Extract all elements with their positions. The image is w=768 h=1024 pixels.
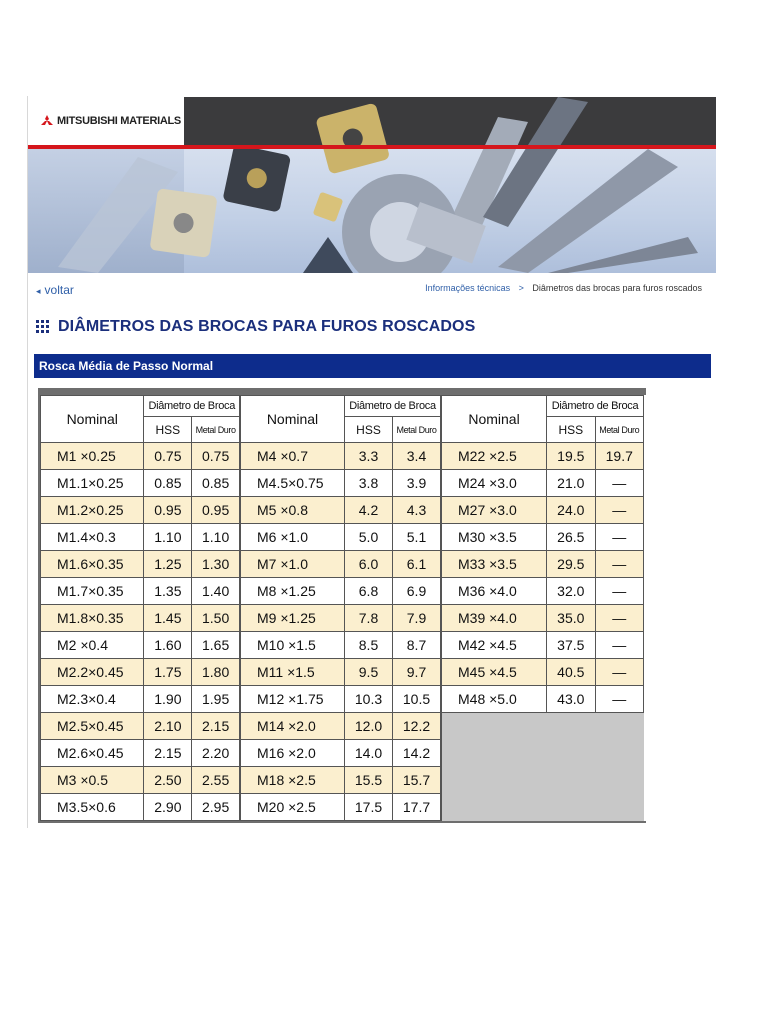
- cell-nominal: M1 ×0.25: [41, 443, 144, 470]
- grid-bullet-icon: [36, 320, 50, 334]
- cell-hss: 10.3: [345, 686, 393, 713]
- table-row: [41, 470, 240, 497]
- cell-nominal: M39 ×4.0: [442, 605, 547, 632]
- cell-hss: 37.5: [547, 632, 595, 659]
- table-row: [442, 551, 644, 578]
- cell-metal-duro: 2.20: [192, 740, 240, 767]
- cell-nominal: M4.5×0.75: [241, 470, 345, 497]
- table-row: [241, 605, 441, 632]
- cell-hss: 12.0: [345, 713, 393, 740]
- cell-nominal: M9 ×1.25: [241, 605, 345, 632]
- cell-metal-duro: 7.9: [393, 605, 441, 632]
- table-row: [442, 578, 644, 605]
- cell-nominal: M18 ×2.5: [241, 767, 345, 794]
- cell-nominal: M12 ×1.75: [241, 686, 345, 713]
- cell-metal-duro: 1.30: [192, 551, 240, 578]
- cell-hss: 9.5: [345, 659, 393, 686]
- table-row: [241, 632, 441, 659]
- header-nominal: Nominal: [241, 396, 345, 443]
- table-row: [241, 713, 441, 740]
- cell-metal-duro: 2.15: [192, 713, 240, 740]
- cell-nominal: M3 ×0.5: [41, 767, 144, 794]
- table-bottom-border: [38, 821, 646, 823]
- cell-hss: 7.8: [345, 605, 393, 632]
- cell-metal-duro: —: [595, 659, 643, 686]
- cell-nominal: M1.4×0.3: [41, 524, 144, 551]
- cell-metal-duro: 0.85: [192, 470, 240, 497]
- cell-metal-duro: —: [595, 524, 643, 551]
- cell-hss: 32.0: [547, 578, 595, 605]
- header-diameter: Diâmetro de Broca: [547, 396, 644, 417]
- cell-metal-duro: 1.80: [192, 659, 240, 686]
- cell-nominal: M22 ×2.5: [442, 443, 547, 470]
- cell-nominal: M6 ×1.0: [241, 524, 345, 551]
- cell-hss: 1.25: [144, 551, 192, 578]
- cell-metal-duro: 9.7: [393, 659, 441, 686]
- cell-nominal: M3.5×0.6: [41, 794, 144, 821]
- cell-nominal: M20 ×2.5: [241, 794, 345, 821]
- cell-nominal: M1.6×0.35: [41, 551, 144, 578]
- cell-metal-duro: 0.95: [192, 497, 240, 524]
- cell-hss: 2.10: [144, 713, 192, 740]
- cell-hss: 4.2: [345, 497, 393, 524]
- cell-metal-duro: 4.3: [393, 497, 441, 524]
- cell-nominal: M14 ×2.0: [241, 713, 345, 740]
- cell-nominal: M1.2×0.25: [41, 497, 144, 524]
- table-row: [241, 443, 441, 470]
- table-row: [41, 659, 240, 686]
- cell-hss: 1.35: [144, 578, 192, 605]
- brand-logo[interactable]: [28, 97, 184, 145]
- table-row: [241, 740, 441, 767]
- table-row: [442, 443, 644, 470]
- cell-metal-duro: 19.7: [595, 443, 643, 470]
- cell-nominal: M2.5×0.45: [41, 713, 144, 740]
- cell-metal-duro: 1.50: [192, 605, 240, 632]
- cell-nominal: M16 ×2.0: [241, 740, 345, 767]
- cell-hss: 6.8: [345, 578, 393, 605]
- header-diameter: Diâmetro de Broca: [144, 396, 240, 417]
- table-row: [241, 794, 441, 821]
- cell-metal-duro: 15.7: [393, 767, 441, 794]
- cell-metal-duro: 6.9: [393, 578, 441, 605]
- header-diameter: Diâmetro de Broca: [345, 396, 441, 417]
- table-row: [41, 740, 240, 767]
- table-row: [241, 767, 441, 794]
- cell-hss: 19.5: [547, 443, 595, 470]
- cell-metal-duro: —: [595, 632, 643, 659]
- cell-hss: 1.10: [144, 524, 192, 551]
- cell-hss: 0.95: [144, 497, 192, 524]
- cell-metal-duro: 8.7: [393, 632, 441, 659]
- cell-metal-duro: 6.1: [393, 551, 441, 578]
- table-row: [241, 659, 441, 686]
- breadcrumb-item-info[interactable]: Informações técnicas: [425, 283, 511, 293]
- cell-hss: 2.90: [144, 794, 192, 821]
- breadcrumb-item-current: Diâmetros das brocas para furos roscados: [532, 283, 702, 293]
- cell-nominal: M10 ×1.5: [241, 632, 345, 659]
- table-block-2: [240, 395, 441, 821]
- cell-nominal: M24 ×3.0: [442, 470, 547, 497]
- cell-metal-duro: —: [595, 551, 643, 578]
- table-row: [442, 659, 644, 686]
- cell-hss: 43.0: [547, 686, 595, 713]
- cell-metal-duro: 1.10: [192, 524, 240, 551]
- cell-metal-duro: 17.7: [393, 794, 441, 821]
- cell-nominal: M42 ×4.5: [442, 632, 547, 659]
- table-row: [41, 686, 240, 713]
- table-grid: [240, 395, 441, 821]
- cell-metal-duro: 3.9: [393, 470, 441, 497]
- cell-hss: 35.0: [547, 605, 595, 632]
- cell-hss: 40.5: [547, 659, 595, 686]
- cell-nominal: M1.1×0.25: [41, 470, 144, 497]
- cell-hss: 1.75: [144, 659, 192, 686]
- cell-nominal: M1.7×0.35: [41, 578, 144, 605]
- cell-hss: 15.5: [345, 767, 393, 794]
- cell-metal-duro: 10.5: [393, 686, 441, 713]
- header-nominal: Nominal: [442, 396, 547, 443]
- cell-hss: 6.0: [345, 551, 393, 578]
- cell-hss: 2.15: [144, 740, 192, 767]
- table-block-3: [441, 395, 644, 713]
- table-row: [442, 632, 644, 659]
- table-row: [41, 443, 240, 470]
- table-row: [41, 524, 240, 551]
- header-banner: [28, 97, 716, 273]
- table-row: [442, 470, 644, 497]
- brand-name: MITSUBISHI MATERIALS: [57, 115, 181, 127]
- table-row: [442, 605, 644, 632]
- breadcrumb: [425, 283, 702, 293]
- cell-metal-duro: 14.2: [393, 740, 441, 767]
- cell-metal-duro: 0.75: [192, 443, 240, 470]
- cell-metal-duro: 1.95: [192, 686, 240, 713]
- header-nominal: Nominal: [41, 396, 144, 443]
- table-row: [241, 470, 441, 497]
- cell-hss: 26.5: [547, 524, 595, 551]
- header-metal-duro: Metal Duro: [595, 417, 643, 443]
- table-row: [41, 551, 240, 578]
- cell-hss: 1.45: [144, 605, 192, 632]
- cell-nominal: M11 ×1.5: [241, 659, 345, 686]
- cell-hss: 3.8: [345, 470, 393, 497]
- table-row: [241, 497, 441, 524]
- cell-metal-duro: 2.55: [192, 767, 240, 794]
- cell-hss: 8.5: [345, 632, 393, 659]
- cell-metal-duro: —: [595, 497, 643, 524]
- cell-hss: 29.5: [547, 551, 595, 578]
- table-row: [41, 605, 240, 632]
- cell-nominal: M2 ×0.4: [41, 632, 144, 659]
- cell-hss: 5.0: [345, 524, 393, 551]
- cell-hss: 21.0: [547, 470, 595, 497]
- section-heading: Rosca Média de Passo Normal: [34, 354, 711, 378]
- cell-hss: 3.3: [345, 443, 393, 470]
- cell-hss: 14.0: [345, 740, 393, 767]
- chevron-left-icon: ◂: [36, 286, 41, 296]
- cell-nominal: M8 ×1.25: [241, 578, 345, 605]
- table-grid: [441, 395, 644, 713]
- cell-nominal: M7 ×1.0: [241, 551, 345, 578]
- chevron-right-icon: >: [518, 283, 524, 293]
- back-label: voltar: [44, 283, 74, 297]
- cell-metal-duro: —: [595, 578, 643, 605]
- banner-red-rule: [28, 145, 716, 149]
- header-hss: HSS: [547, 417, 595, 443]
- table-row: [41, 578, 240, 605]
- table-row: [241, 524, 441, 551]
- table-block-1: [40, 395, 240, 821]
- table-row: [241, 686, 441, 713]
- cell-hss: 24.0: [547, 497, 595, 524]
- page-title: DIÂMETROS DAS BROCAS PARA FUROS ROSCADOS: [58, 318, 476, 335]
- cell-hss: 2.50: [144, 767, 192, 794]
- cell-metal-duro: 1.40: [192, 578, 240, 605]
- header-metal-duro: Metal Duro: [192, 417, 240, 443]
- cell-nominal: M1.8×0.35: [41, 605, 144, 632]
- back-link[interactable]: [36, 283, 74, 297]
- cell-metal-duro: 5.1: [393, 524, 441, 551]
- cell-nominal: M2.6×0.45: [41, 740, 144, 767]
- page-title-row: [36, 318, 475, 336]
- table-top-border: [38, 388, 646, 395]
- table-row: [41, 713, 240, 740]
- mitsubishi-diamond-icon: [40, 115, 54, 127]
- cell-hss: 1.60: [144, 632, 192, 659]
- cell-nominal: M48 ×5.0: [442, 686, 547, 713]
- cell-nominal: M45 ×4.5: [442, 659, 547, 686]
- cell-metal-duro: 3.4: [393, 443, 441, 470]
- cell-nominal: M33 ×3.5: [442, 551, 547, 578]
- cell-hss: 1.90: [144, 686, 192, 713]
- cell-nominal: M2.2×0.45: [41, 659, 144, 686]
- cell-hss: 17.5: [345, 794, 393, 821]
- table-row: [241, 551, 441, 578]
- table-row: [442, 524, 644, 551]
- cell-nominal: M27 ×3.0: [442, 497, 547, 524]
- cell-metal-duro: 12.2: [393, 713, 441, 740]
- table-row: [41, 632, 240, 659]
- cell-nominal: M36 ×4.0: [442, 578, 547, 605]
- table-row: [442, 686, 644, 713]
- cell-nominal: M2.3×0.4: [41, 686, 144, 713]
- cell-metal-duro: —: [595, 470, 643, 497]
- cell-nominal: M5 ×0.8: [241, 497, 345, 524]
- drill-diameter-table: [38, 388, 646, 823]
- header-metal-duro: Metal Duro: [393, 417, 441, 443]
- table-row: [41, 767, 240, 794]
- header-hss: HSS: [345, 417, 393, 443]
- table-row: [41, 497, 240, 524]
- table-row: [41, 794, 240, 821]
- cell-metal-duro: —: [595, 686, 643, 713]
- cell-metal-duro: 1.65: [192, 632, 240, 659]
- table-grid: [40, 395, 240, 821]
- empty-cell-area: [441, 713, 644, 821]
- cell-metal-duro: —: [595, 605, 643, 632]
- table-row: [442, 497, 644, 524]
- cell-nominal: M4 ×0.7: [241, 443, 345, 470]
- table-row: [241, 578, 441, 605]
- cell-nominal: M30 ×3.5: [442, 524, 547, 551]
- cell-metal-duro: 2.95: [192, 794, 240, 821]
- cell-hss: 0.75: [144, 443, 192, 470]
- header-hss: HSS: [144, 417, 192, 443]
- cell-hss: 0.85: [144, 470, 192, 497]
